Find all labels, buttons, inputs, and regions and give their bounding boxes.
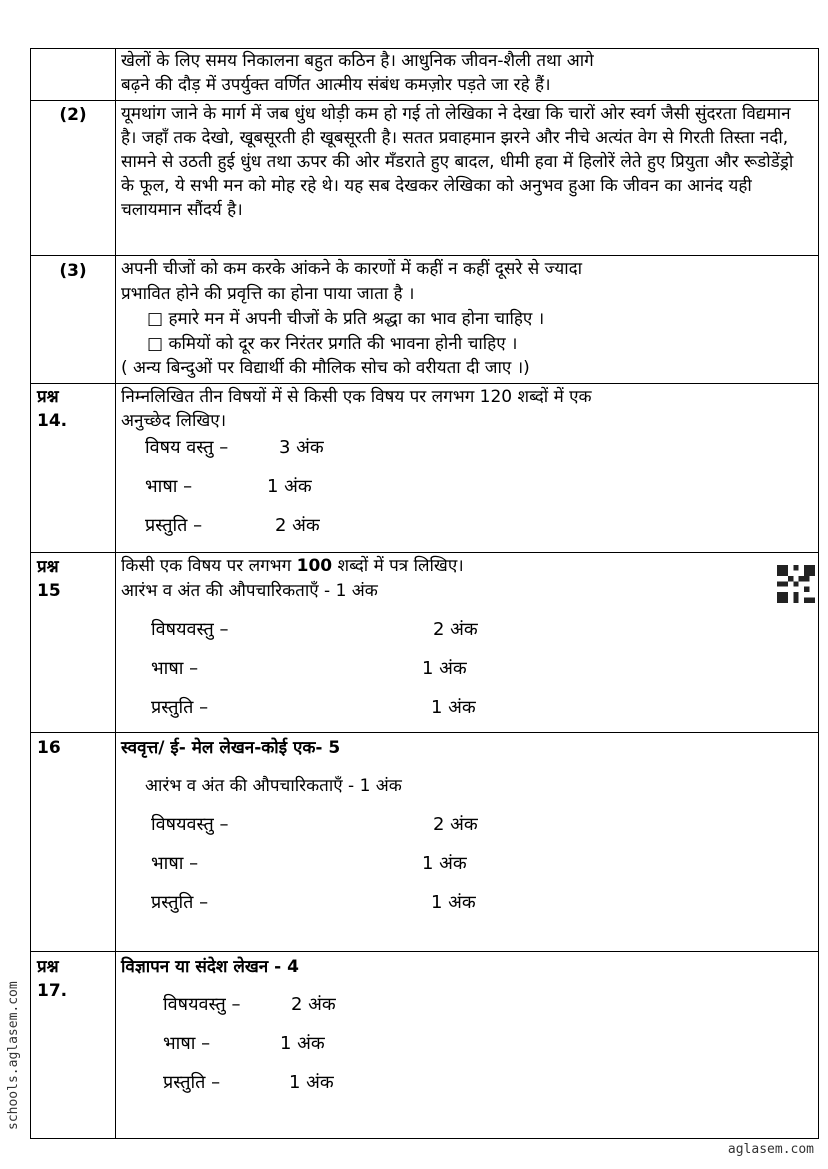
formalities-line: आरंभ व अंत की औपचारिकताएँ - 1 अंक: [121, 581, 378, 601]
mark-value: 1 अंक: [280, 1033, 325, 1054]
mark-item: भाषा –: [163, 1033, 211, 1054]
question-text-pre: किसी एक विषय पर लगभग: [121, 556, 297, 576]
question-label: प्रश्न: [37, 387, 59, 407]
mark-item: प्रस्तुति –: [163, 1072, 221, 1093]
mark-value: 1 अंक: [422, 853, 467, 874]
bullet-point: □ हमारे मन में अपनी चीजों के प्रति श्रद्धा का भाव होना चाहिए ।: [147, 309, 545, 329]
mark-item: भाषा –: [151, 853, 199, 874]
answer-line-2: प्रभावित होने की प्रवृत्ति का होना पाया जाता है ।: [121, 284, 415, 304]
mark-item: भाषा –: [151, 658, 199, 679]
mark-value: 1 अंक: [431, 892, 476, 913]
mark-item: विषयवस्तु –: [163, 994, 241, 1015]
column-divider: [115, 49, 116, 1138]
cont-line-2: बढ़ने की दौड़ में उपर्युक्त वर्णित आत्मीय संबंध कमज़ोर पड़ते जा रहे हैं।: [121, 75, 551, 95]
mark-value: 2 अंक: [433, 619, 478, 640]
marking-scheme-table: [30, 48, 819, 1139]
evaluation-note: ( अन्य बिन्दुओं पर विद्यार्थी की मौलिक सोच को वरीयता दी जाए ।): [121, 358, 530, 378]
mark-value: 2 अंक: [275, 515, 320, 536]
mark-value: 2 अंक: [291, 994, 336, 1015]
question-number: 15: [37, 581, 61, 601]
mark-value: 1 अंक: [431, 697, 476, 718]
answer-paragraph: यूमथांग जाने के मार्ग में जब धुंध थोड़ी कम हो गई तो लेखिका ने देखा कि चारों ओर स्वर्ग जैसी सुंदरता विद्यमान है। जहाँ तक देखो, खूबसूरती ही खूबसूरती है। सतत प्रवाहमान झरने और नीचे अत्यंत वेग से गिरती तिस्ता नदी, सामने से उठती हुई धुंध तथा ऊपर की ओर मँडराते हुए बादल, धीमी हवा में हिलोरें लेते हुए प्रियुता और रूडोडेंड्रो के फूल, ये सभी मन को मोह रहे थे। यह सब देखकर लेखिका को अनुभव हुआ कि जीवन का आनंद यही चलायमान सौंदर्य है।: [121, 104, 794, 220]
question-label: प्रश्न: [37, 557, 59, 577]
mark-value: 1 अंक: [267, 476, 312, 497]
mark-item: प्रस्तुति –: [151, 697, 209, 718]
row-divider: [31, 383, 818, 384]
row-divider: [31, 732, 818, 733]
formalities-line: आरंभ व अंत की औपचारिकताएँ - 1 अंक: [145, 776, 402, 796]
mark-item: विषयवस्तु –: [151, 619, 229, 640]
question-title: स्ववृत्त/ ई- मेल लेखन-कोई एक- 5: [121, 738, 341, 758]
question-text-line-1: निम्नलिखित तीन विषयों में से किसी एक विषय पर लगभग 120 शब्दों में एक: [121, 387, 592, 407]
question-text-post: शब्दों में पत्र लिखिए।: [332, 556, 464, 576]
mark-item: प्रस्तुति –: [151, 892, 209, 913]
row-divider: [31, 951, 818, 952]
side-watermark: schools.aglasem.com: [6, 981, 21, 1130]
question-text-line-2: अनुच्छेद लिखिए।: [121, 411, 227, 431]
mark-value: 3 अंक: [279, 437, 324, 458]
answer-number: (2): [59, 105, 87, 125]
row-divider: [31, 100, 818, 101]
mark-value: 2 अंक: [433, 814, 478, 835]
mark-value: 1 अंक: [289, 1072, 334, 1093]
row-divider: [31, 552, 818, 553]
question-title: विज्ञापन या संदेश लेखन - 4: [121, 957, 299, 977]
answer-line-1: अपनी चीजों को कम करके आंकने के कारणों में कहीं न कहीं दूसरे से ज्यादा: [121, 259, 583, 279]
mark-item: विषयवस्तु –: [151, 814, 229, 835]
mark-item: प्रस्तुति –: [145, 515, 203, 536]
question-number: 16: [37, 738, 61, 758]
footer-watermark: aglasem.com: [727, 1142, 814, 1157]
mark-item: भाषा –: [145, 476, 193, 497]
qr-code-icon: [777, 565, 815, 603]
cont-line-1: खेलों के लिए समय निकालना बहुत कठिन है। आधुनिक जीवन-शैली तथा आगे: [121, 51, 594, 71]
answer-number: (3): [59, 261, 87, 281]
word-count: 100: [296, 556, 333, 576]
mark-value: 1 अंक: [422, 658, 467, 679]
row-divider: [31, 255, 818, 256]
mark-item: विषय वस्तु –: [145, 437, 229, 458]
question-text: [121, 554, 811, 578]
question-label: प्रश्न: [37, 957, 59, 977]
bullet-point: □ कमियों को दूर कर निरंतर प्रगति की भावना होनी चाहिए ।: [147, 334, 518, 354]
question-number: 17.: [37, 981, 68, 1001]
question-number: 14.: [37, 411, 68, 431]
